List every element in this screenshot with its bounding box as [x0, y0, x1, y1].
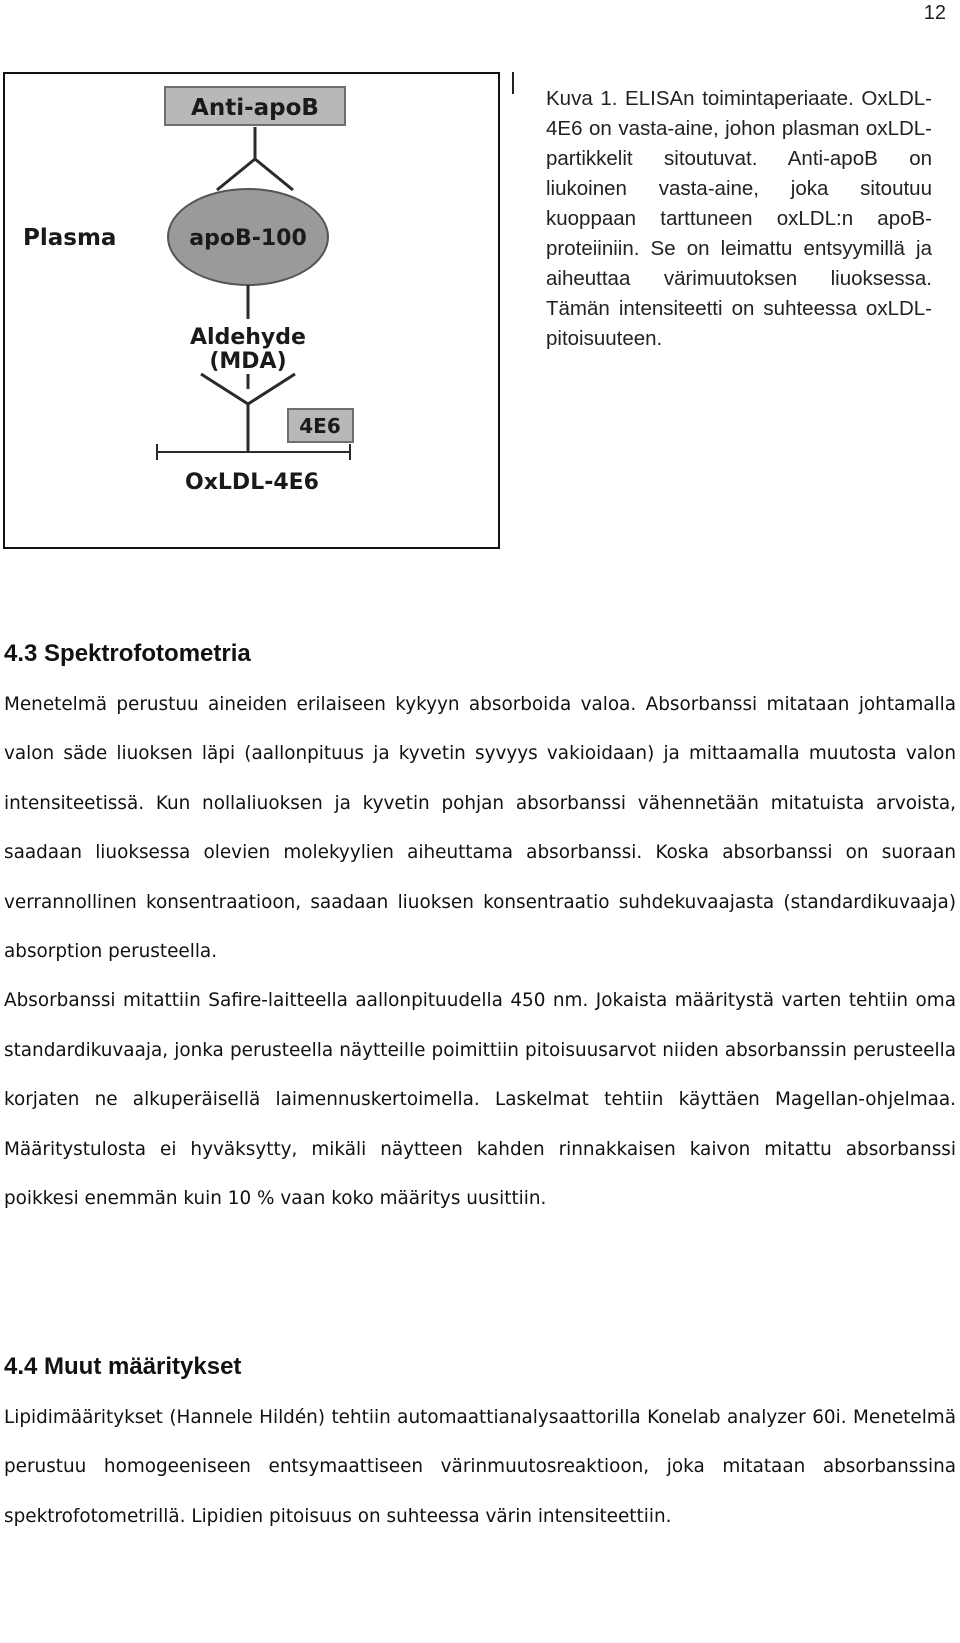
paragraph: Lipidimääritykset (Hannele Hildén) tehtiin automaattianalysaattorilla Konelab analyzer 60i. Menetelmä perustuu homogeeniseen entsymaattiseen värinmuutosreaktioon, joka mitataan absorbanssina spektrofotometrillä. Lipidien pitoisuus on suhteessa värin intensiteettiin. — [4, 1407, 956, 1527]
caption-cursor-mark — [512, 72, 514, 94]
oxldl-4e6-label: OxLDL-4E6 — [185, 470, 319, 495]
anti-apob-arm-right — [255, 159, 293, 190]
plasma-label: Plasma — [23, 225, 117, 251]
antibody-4e6-label: 4E6 — [299, 414, 341, 438]
capture-antibody-arm-right — [248, 374, 295, 404]
figure-caption: Kuva 1. ELISAn toimintaperiaate. OxLDL-4E6 on vasta-aine, johon plasman oxLDL-partikkelit sitoutuvat. Anti-apoB on liukoinen vasta-aine, joka sitoutuu kuoppaan tarttuneen oxLDL:n apoB-proteiiniin. Se on leimattu entsyymillä ja aiheuttaa värimuutoksen liuoksessa. Tämän intensiteetti on suhteessa oxLDL-pitoisuuteen. — [546, 87, 932, 350]
page-number: 12 — [923, 2, 946, 24]
section-muut-maaritykset — [4, 1353, 956, 1541]
section-spektrofotometria — [4, 640, 956, 1223]
elisa-diagram — [5, 74, 498, 547]
aldehyde-label: Aldehyde — [190, 325, 306, 350]
anti-apob-label: Anti-apoB — [191, 95, 319, 121]
mda-label: (MDA) — [209, 349, 287, 374]
apob100-label: apoB-100 — [189, 226, 307, 251]
anti-apob-arm-left — [217, 159, 255, 190]
elisa-figure — [3, 72, 500, 549]
section-heading: 4.4 Muut määritykset — [4, 1353, 242, 1380]
section-heading: 4.3 Spektrofotometria — [4, 640, 251, 667]
paragraph: Absorbanssi mitattiin Safire-laitteella aallonpituudella 450 nm. Jokaista määritystä varten tehtiin oma standardikuvaaja, jonka perusteella näytteille poimittiin pitoisuusarvot niiden absorbanssin perusteella korjaten ne alkuperäisellä laimennuskertoimella. Laskelmat tehtiin käyttäen Magellan-ohjelmaa. Määritystulosta ei hyväksytty, mikäli näytteen kahden rinnakkaisen kaivon mitattu absorbanssi poikkesi enemmän kuin 10 % vaan koko määritys uusittiin. — [4, 990, 956, 1210]
capture-antibody-arm-left — [201, 374, 248, 404]
paragraph: Menetelmä perustuu aineiden erilaiseen kykyyn absorboida valoa. Absorbanssi mitataan johtamalla valon säde liuoksen läpi (aallonpituus ja kyvetin syvyys vakioidaan) ja mittaamalla muutosta valon intensiteetissä. Kun nollaliuoksen ja kyvetin pohjan absorbanssi vähennetään mitatuista arvoista, saadaan liuoksessa olevien molekyylien aiheuttama absorbanssi. Koska absorbanssi on suoraan verrannollinen konsentraatioon, saadaan liuoksen konsentraatio suhdekuvaajasta (standardikuvaaja) absorption perusteella. — [4, 694, 956, 963]
